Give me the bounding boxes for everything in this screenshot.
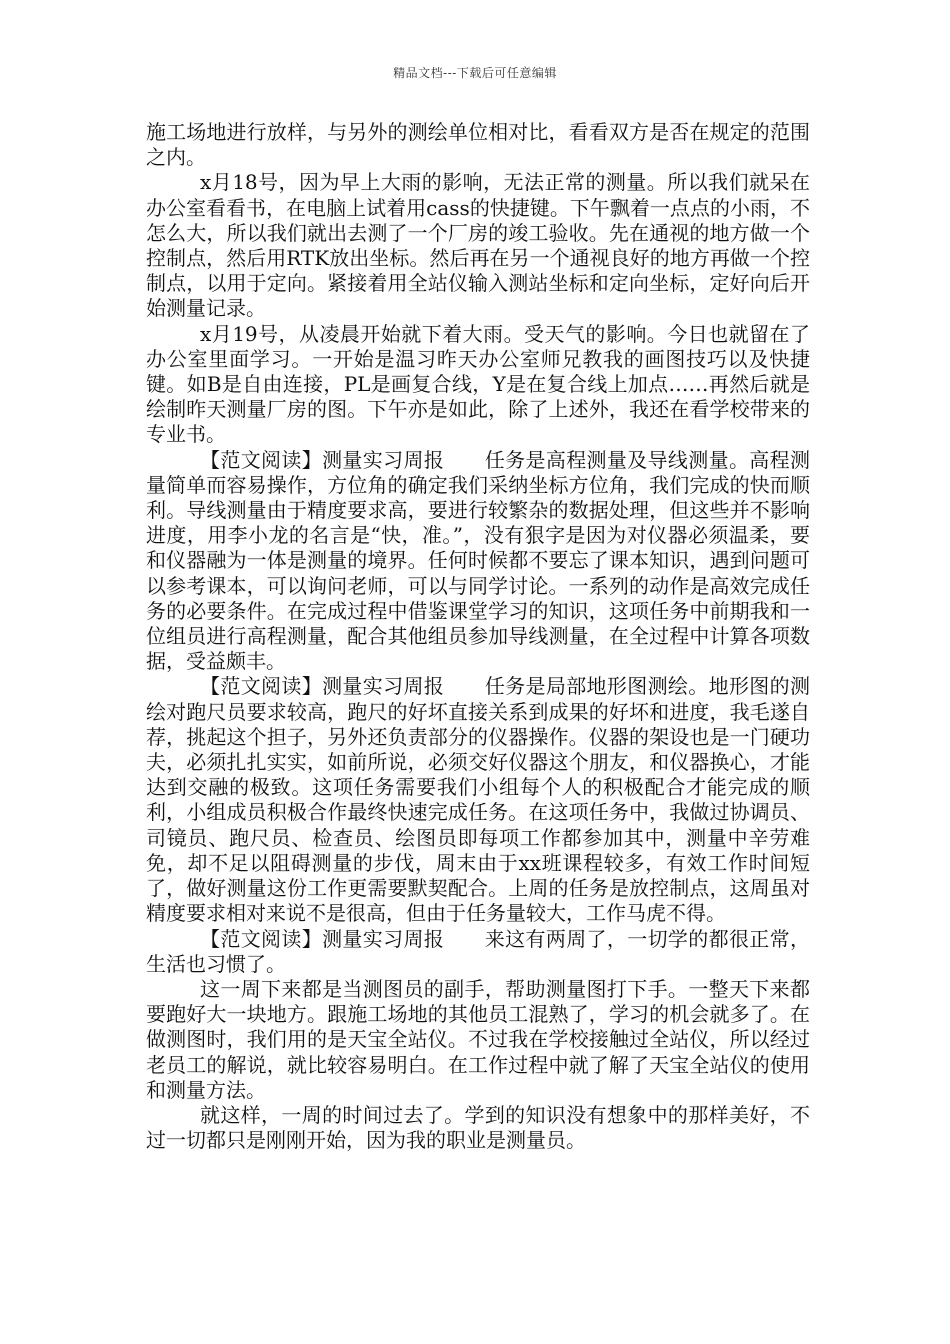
paragraph: 【范文阅读】测量实习周报 任务是局部地形图测绘。地形图的测绘对跑尺员要求较高，跑尺的好坏直接关系到成果的好坏和进度，我毛遂自荐，挑起这个担子，另外还负责部分的仪器操作。仪器的架设也是一门硬功夫，必须扎扎实实，如前所说，必须交好仪器这个朋友，和仪器换心，才能达到交融的极致。这项任务需要我们小组每个人的积极配合才能完成的顺利，小组成员积极合作最终快速完成任务。在这项任务中，我做过协调员、司镜员、跑尺员、检查员、绘图员即每项工作都参加其中，测量中辛劳难免，却不足以阻碍测量的步伐，周末由于xx班课程较多，有效工作时间短了，做好测量这份工作更需要默契配合。上周的任务是放控制点，这周虽对精度要求相对来说不是很高，但由于任务量较大，工作马虎不得。 <box>146 674 810 926</box>
paragraph: 就这样，一周的时间过去了。学到的知识没有想象中的那样美好，不过一切都只是刚刚开始，因为我的职业是测量员。 <box>146 1102 810 1153</box>
page-header: 精品文档---下载后可任意编辑 <box>393 66 557 80</box>
document-body <box>146 120 810 1153</box>
paragraph: 【范文阅读】测量实习周报 来这有两周了，一切学的都很正常，生活也习惯了。 <box>146 926 810 976</box>
paragraph: 【范文阅读】测量实习周报 任务是高程测量及导线测量。高程测量简单而容易操作，方位角的确定我们采纳坐标方位角，我们完成的快而顺利。导线测量由于精度要求高，要进行较繁杂的数据处理，但这些并不影响进度，用李小龙的名言是“快，准。”，没有狠字是因为对仪器必须温柔，要和仪器融为一体是测量的境界。任何时候都不要忘了课本知识，遇到问题可以参考课本，可以询问老师，可以与同学讨论。一系列的动作是高效完成任务的必要条件。在完成过程中借鉴课堂学习的知识，这项任务中前期我和一位组员进行高程测量，配合其他组员参加导线测量，在全过程中计算各项数据，受益颇丰。 <box>146 447 810 674</box>
paragraph: x月19号，从凌晨开始就下着大雨。受天气的影响。今日也就留在了办公室里面学习。一开始是温习昨天办公室师兄教我的画图技巧以及快捷键。如B是自由连接，PL是画复合线，Y是在复合线上加点……再然后就是绘制昨天测量厂房的图。下午亦是如此，除了上述外，我还在看学校带来的专业书。 <box>146 321 810 447</box>
paragraph: 施工场地进行放样，与另外的测绘单位相对比，看看双方是否在规定的范围之内。 <box>146 120 810 170</box>
paragraph: 这一周下来都是当测图员的副手，帮助测量图打下手。一整天下来都要跑好大一块地方。跟施工场地的其他员工混熟了，学习的机会就多了。在做测图时，我们用的是天宝全站仪。不过我在学校接触过全站仪，所以经过老员工的解说，就比较容易明白。在工作过程中就了解了天宝全站仪的使用和测量方法。 <box>146 976 810 1102</box>
paragraph: x月18号，因为早上大雨的影响，无法正常的测量。所以我们就呆在办公室看看书，在电脑上试着用cass的快捷键。下午飘着一点点的小雨，不怎么大，所以我们就出去测了一个厂房的竣工验收。先在通视的地方做一个控制点，然后用RTK放出坐标。然后再在另一个通视良好的地方再做一个控制点，以用于定向。紧接着用全站仪输入测站坐标和定向坐标，定好向后开始测量记录。 <box>146 170 810 321</box>
